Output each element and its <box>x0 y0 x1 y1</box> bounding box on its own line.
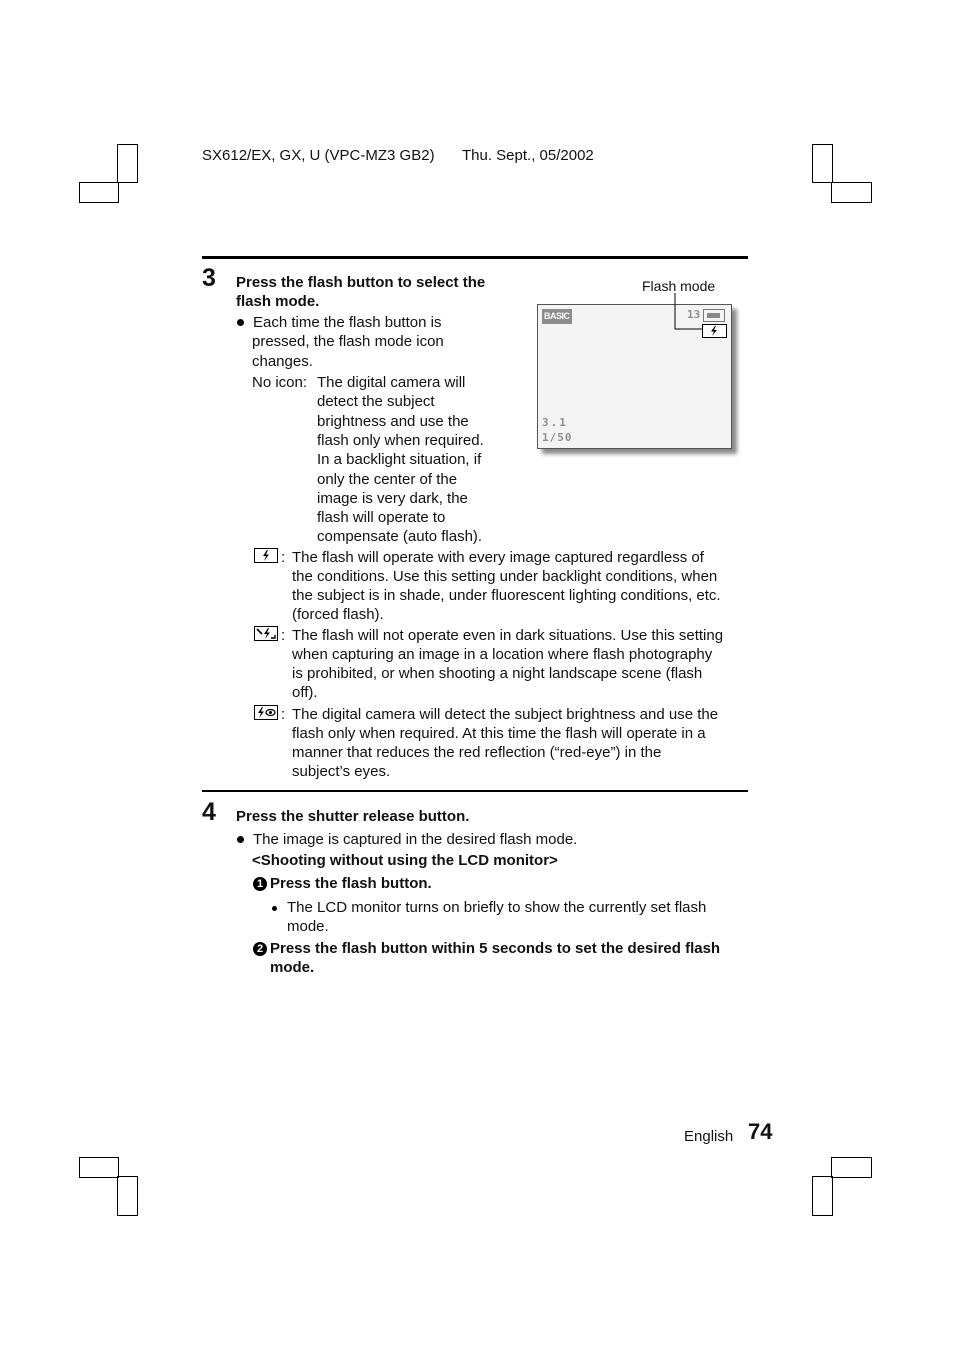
no-icon-label: No icon: <box>252 374 308 391</box>
body-text: The flash will operate with every image captured regardless of <box>292 549 704 566</box>
substep-title: Press the flash button within 5 seconds to set the desired flash <box>270 940 721 957</box>
body-text: In a backlight situation, if <box>317 451 482 468</box>
flash-mode-callout: Flash mode <box>642 278 716 294</box>
flash-forced-icon <box>254 548 278 563</box>
aperture-readout: 3.1 <box>542 416 568 429</box>
body-text: detect the subject <box>317 393 435 410</box>
body-text: The digital camera will <box>317 374 466 391</box>
substep-title: mode. <box>270 959 315 976</box>
body-text: flash only when required. <box>317 432 484 449</box>
colon: : <box>281 627 286 644</box>
substep-title: Press the flash button. <box>270 875 432 892</box>
bullet <box>237 836 244 843</box>
crop-mark <box>812 144 833 183</box>
body-text: the subject is in shade, under fluorescent lighting conditions, etc. <box>292 587 721 604</box>
header-model: SX612/EX, GX, U (VPC-MZ3 GB2) <box>202 147 435 164</box>
section-rule <box>202 256 748 259</box>
body-text: The image is captured in the desired flash mode. <box>253 831 578 848</box>
quality-badge: BASIC <box>542 309 572 324</box>
callout-leader <box>670 293 710 333</box>
step-marker-1: 1 <box>253 877 267 891</box>
step-number: 4 <box>202 798 216 826</box>
flash-off-icon <box>254 626 278 641</box>
bullet <box>237 319 244 326</box>
body-text: brightness and use the <box>317 413 469 430</box>
section-rule <box>202 790 748 792</box>
body-text: The LCD monitor turns on briefly to show the currently set flash <box>287 899 707 916</box>
colon: : <box>281 706 286 723</box>
bullet <box>272 906 277 911</box>
colon: : <box>281 549 286 566</box>
body-text: changes. <box>252 353 313 370</box>
crop-mark <box>117 144 138 183</box>
crop-mark <box>117 1176 138 1216</box>
crop-mark <box>831 1157 872 1178</box>
body-text: manner that reduces the red reflection (“red-eye”) in the <box>292 744 662 761</box>
body-text: image is very dark, the <box>317 490 468 507</box>
crop-mark <box>812 1176 833 1216</box>
header-date: Thu. Sept., 05/2002 <box>462 147 594 164</box>
body-text: Each time the flash button is <box>253 314 442 331</box>
body-text: mode. <box>287 918 329 935</box>
crop-mark <box>79 1157 119 1178</box>
step-marker-2: 2 <box>253 942 267 956</box>
body-text: subject’s eyes. <box>292 763 391 780</box>
body-text: when capturing an image in a location where flash photography <box>292 646 713 663</box>
crop-mark <box>79 182 119 203</box>
step-title: Press the shutter release button. <box>236 808 470 825</box>
shots-remaining: 13 <box>687 308 701 321</box>
flash-red-eye-icon <box>254 705 278 720</box>
body-text: off). <box>292 684 318 701</box>
body-text: flash will operate to <box>317 509 446 526</box>
step-title: flash mode. <box>236 293 320 310</box>
body-text: only the center of the <box>317 471 458 488</box>
body-text: compensate (auto flash). <box>317 528 483 545</box>
crop-mark <box>831 182 872 203</box>
step-number: 3 <box>202 264 216 292</box>
body-text: The flash will not operate even in dark situations. Use this setting <box>292 627 724 644</box>
body-text: The digital camera will detect the subject brightness and use the <box>292 706 719 723</box>
body-text: pressed, the flash mode icon <box>252 333 444 350</box>
page-number: 74 <box>748 1119 773 1144</box>
body-text: flash only when required. At this time the flash will operate in a <box>292 725 706 742</box>
subheading: <Shooting without using the LCD monitor> <box>252 852 558 869</box>
body-text: the conditions. Use this setting under backlight conditions, when <box>292 568 718 585</box>
footer-language: English <box>684 1128 734 1145</box>
step-title: Press the flash button to select the <box>236 274 486 291</box>
shutter-readout: 1/50 <box>542 431 573 444</box>
body-text: is prohibited, or when shooting a night landscape scene (flash <box>292 665 703 682</box>
body-text: (forced flash). <box>292 606 384 623</box>
